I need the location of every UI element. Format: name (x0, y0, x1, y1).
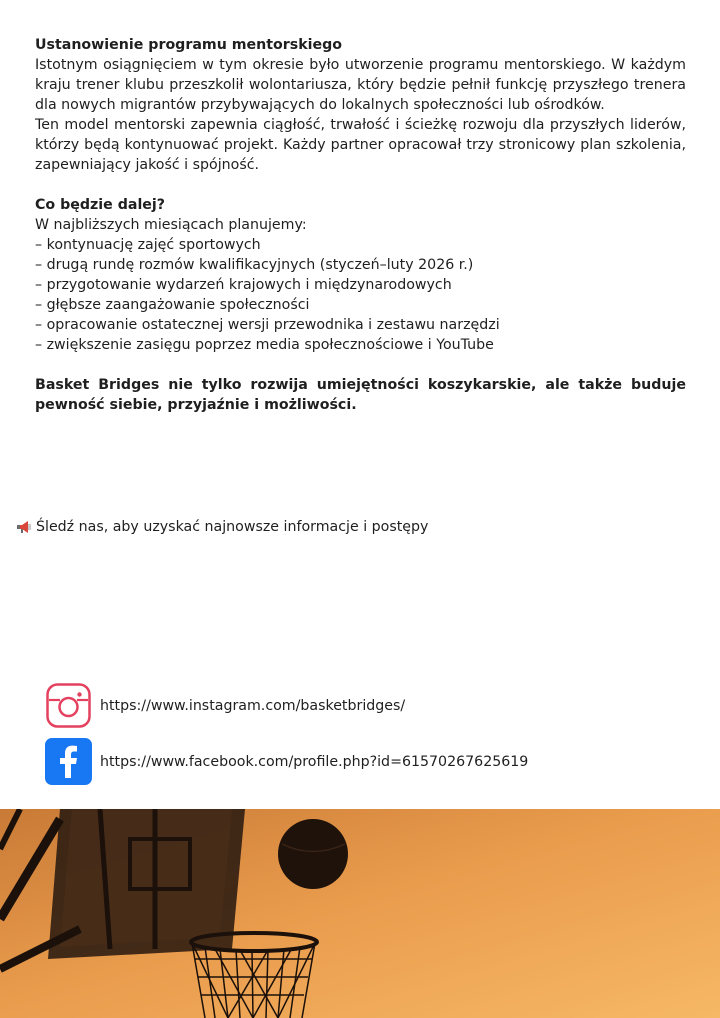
list-item: – kontynuację zajęć sportowych (35, 237, 261, 253)
next-intro: W najbliższych miesiącach planujemy: (35, 217, 307, 233)
basketball-hoop-photo (0, 809, 720, 1018)
list-item: – drugą rundę rozmów kwalifikacyjnych (styczeń–luty 2026 r.) (35, 257, 474, 273)
section-heading-next: Co będzie dalej? (35, 197, 166, 213)
instagram-icon[interactable] (45, 682, 92, 729)
plans-list (35, 235, 686, 355)
facebook-link[interactable]: https://www.facebook.com/profile.php?id=61570267625619 (100, 753, 529, 770)
instagram-link[interactable]: https://www.instagram.com/basketbridges/ (100, 697, 406, 714)
facebook-icon[interactable] (45, 738, 92, 785)
list-item: – zwiększenie zasięgu poprzez media społecznościowe i YouTube (35, 337, 494, 353)
facebook-row[interactable] (45, 738, 528, 785)
mentoring-paragraph-1: Istotnym osiągnięciem w tym okresie było utworzenie programu mentorskiego. W każdym kraju trener klubu przeszkolił wolontariusza, który będzie pełnił funkcję przyszłego trenera dla nowych migrantów przybywających do lokalnych społeczności lub ośrodków. (35, 57, 686, 113)
list-item: – głębsze zaangażowanie społeczności (35, 297, 310, 313)
document-body (35, 35, 686, 415)
hoop-silhouette-image (0, 809, 720, 1018)
instagram-row[interactable] (45, 682, 405, 729)
follow-us-line (16, 517, 428, 537)
list-item: – opracowanie ostatecznej wersji przewodnika i zestawu narzędzi (35, 317, 500, 333)
mentoring-paragraph-2: Ten model mentorski zapewnia ciągłość, trwałość i ścieżkę rozwoju dla przyszłych liderów, którzy będą kontynuować projekt. Każdy partner opracował trzy stronicowy plan szkolenia, zapewniający jakość i spójność. (35, 117, 686, 173)
list-item: – przygotowanie wydarzeń krajowych i międzynarodowych (35, 277, 452, 293)
megaphone-icon (16, 520, 32, 534)
follow-us-text: Śledź nas, aby uzyskać najnowsze informacje i postępy (36, 519, 429, 535)
section-heading-mentoring: Ustanowienie programu mentorskiego (35, 37, 343, 53)
closing-statement: Basket Bridges nie tylko rozwija umiejętności koszykarskie, ale także buduje pewność siebie, przyjaźnie i możliwości. (35, 377, 686, 413)
